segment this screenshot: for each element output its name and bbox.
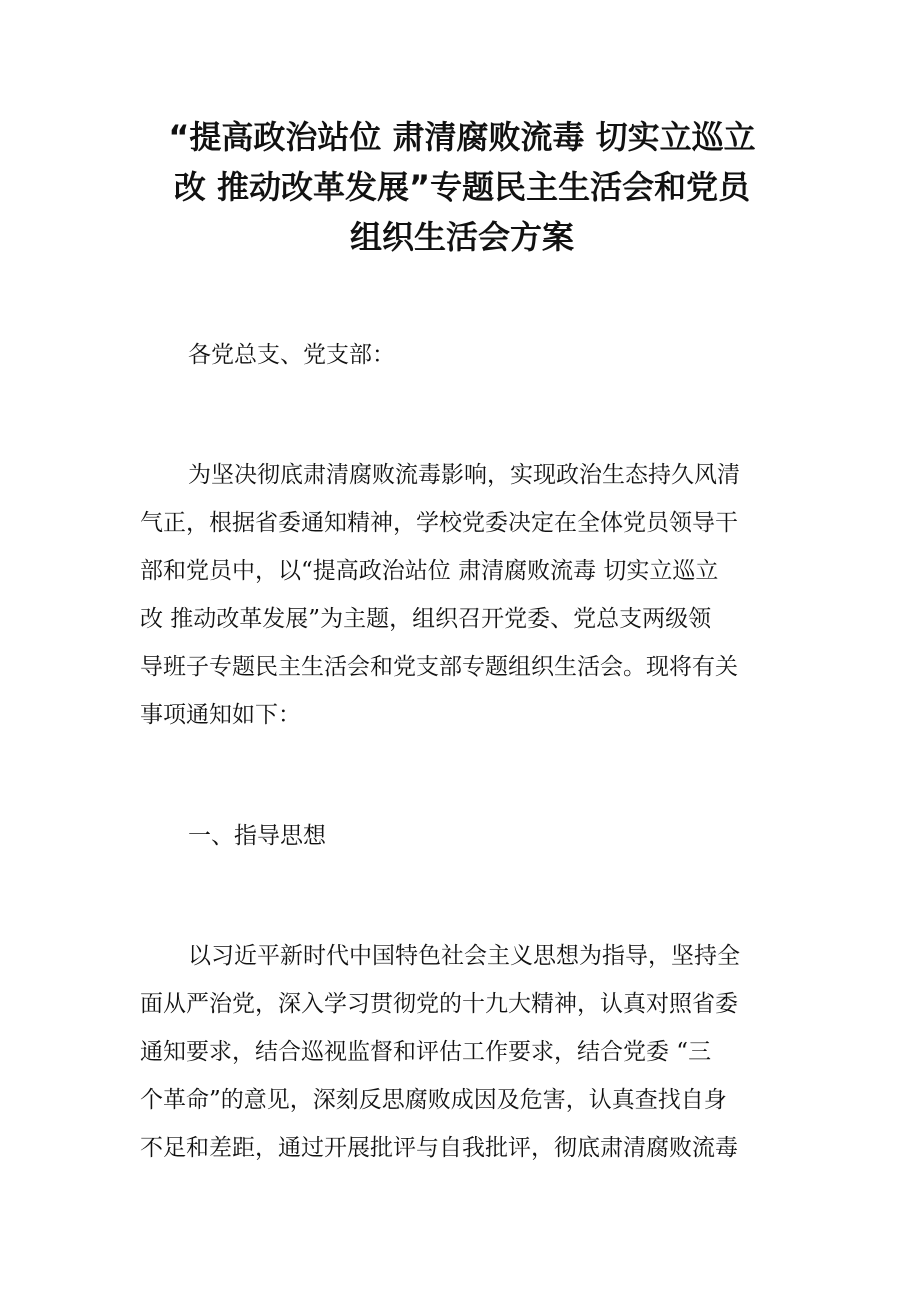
- paragraph-line: 通知要求，结合巡视监督和评估工作要求，结合党委 “三: [140, 1039, 712, 1065]
- paragraph-line: 不足和差距，通过开展批评与自我批评，彻底肃清腐败流毒: [140, 1135, 738, 1161]
- paragraph-line: 以习近平新时代中国特色社会主义思想为指导，坚持全: [188, 943, 740, 969]
- guiding-paragraph: [140, 932, 780, 1172]
- paragraph-line: 为坚决彻底肃清腐败流毒影响，实现政治生态持久风清: [188, 462, 740, 488]
- paragraph-line: 改 推动改革发展”为主题，组织召开党委、党总支两级领: [140, 606, 712, 632]
- paragraph-line: 个革命”的意见，深刻反思腐败成因及危害，认真查找自身: [140, 1087, 727, 1113]
- intro-paragraph: [140, 451, 780, 739]
- title-line: “提高政治站位 肃清腐败流毒 切实立巡立: [168, 118, 756, 156]
- paragraph-line: 面从严治党，深入学习贯彻党的十九大精神，认真对照省委: [140, 991, 738, 1017]
- section-heading: 一、指导思想: [188, 823, 326, 849]
- document-title: [132, 112, 792, 262]
- paragraph-line: 导班子专题民主生活会和党支部专题组织生活会。现将有关: [140, 654, 738, 680]
- salutation: 各党总支、党支部：: [188, 342, 395, 368]
- title-line: 组织生活会方案: [349, 218, 574, 256]
- title-line: 改 推动改革发展”专题民主生活会和党员: [173, 168, 751, 206]
- paragraph-line: 事项通知如下：: [140, 702, 301, 728]
- paragraph-line: 气正，根据省委通知精神，学校党委决定在全体党员领导干: [140, 510, 738, 536]
- paragraph-line: 部和党员中，以“提高政治站位 肃清腐败流毒 切实立巡立: [140, 558, 719, 584]
